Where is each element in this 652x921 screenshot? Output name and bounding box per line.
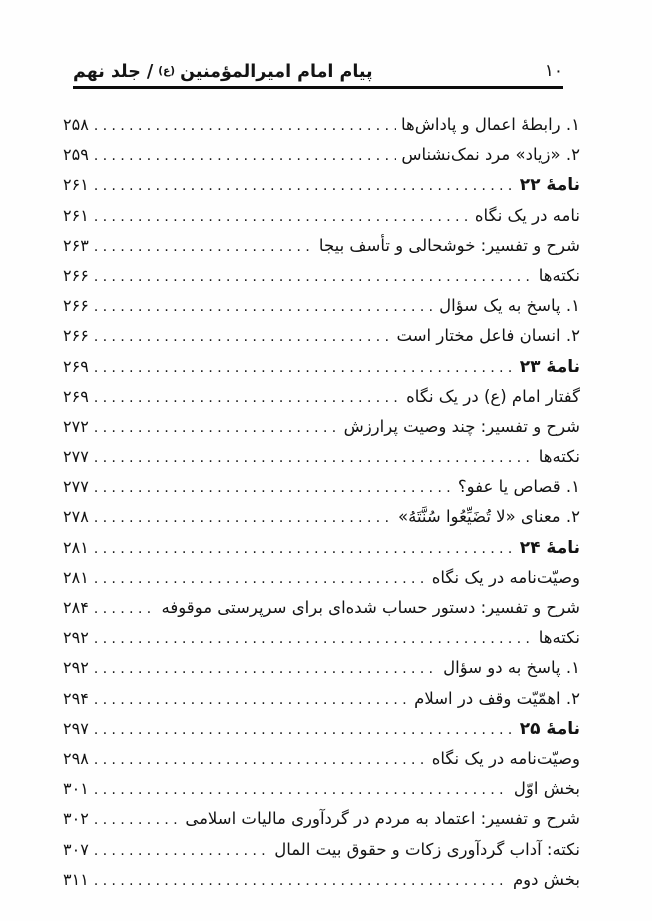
toc-entry-title: نامۀ ۲۵ bbox=[519, 718, 580, 739]
volume-label: / جلد نهم bbox=[73, 62, 154, 82]
toc-entry-page: ۲۹۴ bbox=[63, 688, 89, 708]
toc-entry-page: ۲۹۸ bbox=[63, 748, 89, 768]
toc-entry-page: ۲۷۷ bbox=[63, 477, 89, 497]
running-head-title bbox=[73, 62, 373, 82]
toc-entry-page: ۲۷۸ bbox=[63, 507, 89, 527]
toc-entry-title: وصیّت‌نامه در یک نگاه bbox=[431, 748, 580, 768]
toc-leader-dots bbox=[94, 412, 339, 443]
toc-entry-page: ۲۸۱ bbox=[63, 567, 89, 587]
toc-leader-dots bbox=[94, 714, 515, 745]
toc-leader-dots bbox=[94, 774, 509, 805]
toc-row bbox=[63, 382, 580, 412]
toc-entry-page: ۲۶۹ bbox=[63, 386, 89, 406]
toc-row bbox=[63, 623, 580, 653]
toc-leader-dots bbox=[94, 623, 534, 654]
toc-entry-page: ۲۸۴ bbox=[63, 598, 89, 617]
toc-list bbox=[63, 110, 580, 895]
toc-entry-title: ۱. رابطۀ اعمال و پاداش‌ها bbox=[401, 115, 580, 134]
toc-entry-title: بخش دوم bbox=[512, 869, 580, 889]
toc-leader-dots bbox=[94, 593, 157, 624]
toc-row bbox=[63, 261, 580, 291]
running-head bbox=[73, 50, 563, 82]
toc-row bbox=[63, 442, 580, 472]
toc-entry-page: ۲۷۲ bbox=[63, 416, 89, 436]
toc-entry-page: ۲۶۱ bbox=[63, 175, 89, 195]
toc-row bbox=[63, 714, 580, 744]
toc-leader-dots bbox=[94, 382, 401, 413]
toc-entry-title: شرح و تفسیر: چند وصیت پرارزش bbox=[343, 416, 580, 436]
toc-leader-dots bbox=[94, 110, 396, 141]
toc-row bbox=[63, 472, 580, 502]
toc-row bbox=[63, 774, 580, 804]
toc-entry-title: نامۀ ۲۲ bbox=[519, 175, 580, 196]
toc-entry-title: ۲. اهمّیّت وقف در اسلام bbox=[414, 688, 580, 708]
toc-entry-page: ۳۰۲ bbox=[63, 809, 89, 829]
toc-entry-page: ۳۰۷ bbox=[63, 839, 89, 859]
toc-row bbox=[63, 865, 580, 895]
toc-entry-title: ۱. پاسخ به دو سؤال bbox=[443, 658, 580, 678]
toc-entry-title: گفتار امام (ع) در یک نگاه bbox=[406, 386, 580, 406]
toc-leader-dots bbox=[94, 472, 453, 503]
toc-leader-dots bbox=[94, 261, 534, 292]
toc-leader-dots bbox=[94, 684, 409, 715]
alayhis-salam-icon: (ع) bbox=[158, 65, 176, 77]
toc-leader-dots bbox=[94, 533, 515, 564]
toc-entry-title: ۲. معنای «لا تُضَيِّعُوا سُنَّتَهُ» bbox=[398, 507, 580, 527]
toc-row bbox=[63, 744, 580, 774]
toc-row bbox=[63, 201, 580, 231]
toc-leader-dots bbox=[94, 835, 269, 866]
toc-leader-dots bbox=[94, 140, 397, 171]
toc-row bbox=[63, 835, 580, 865]
toc-entry-title: نکته: آداب گردآوری زکات و حقوق بیت المال bbox=[274, 839, 580, 859]
toc-row bbox=[63, 231, 580, 261]
toc-leader-dots bbox=[94, 804, 181, 835]
toc-entry-title: نکته‌ها bbox=[538, 447, 580, 467]
toc-entry-title: ۲. انسان فاعل مختار است bbox=[396, 326, 580, 346]
header-divider bbox=[73, 86, 563, 89]
toc-row bbox=[63, 110, 580, 140]
toc-row bbox=[63, 563, 580, 593]
toc-entry-page: ۲۶۶ bbox=[63, 326, 89, 346]
toc-leader-dots bbox=[94, 502, 393, 533]
toc-leader-dots bbox=[94, 653, 438, 684]
toc-leader-dots bbox=[94, 744, 427, 775]
toc-row bbox=[63, 653, 580, 683]
toc-entry-page: ۲۹۲ bbox=[63, 658, 89, 678]
toc-row bbox=[63, 533, 580, 563]
toc-entry-title: ۱. پاسخ به یک سؤال bbox=[439, 296, 580, 316]
toc-row bbox=[63, 804, 580, 834]
toc-entry-title: نامۀ ۲۴ bbox=[519, 537, 580, 558]
toc-entry-title: نکته‌ها bbox=[538, 628, 580, 648]
toc-entry-title: ۲. «زیاد» مرد نمک‌نشناس bbox=[401, 145, 580, 165]
toc-row bbox=[63, 170, 580, 200]
book-title: پیام امام امیرالمؤمنین bbox=[180, 62, 373, 82]
page-number: ۱۰ bbox=[544, 61, 563, 81]
toc-entry-title: ۱. قصاص یا عفو؟ bbox=[457, 477, 580, 497]
toc-entry-page: ۲۷۷ bbox=[63, 447, 89, 467]
toc-entry-title: وصیّت‌نامه در یک نگاه bbox=[431, 567, 580, 587]
toc-row bbox=[63, 502, 580, 532]
toc-leader-dots bbox=[94, 321, 392, 352]
toc-entry-page: ۲۶۹ bbox=[63, 356, 89, 376]
toc-entry-page: ۲۹۷ bbox=[63, 718, 89, 738]
toc-entry-page: ۲۵۸ bbox=[63, 115, 89, 134]
toc-leader-dots bbox=[94, 170, 515, 201]
toc-row bbox=[63, 291, 580, 321]
toc-entry-page: ۲۸۱ bbox=[63, 537, 89, 557]
toc-leader-dots bbox=[94, 352, 515, 383]
toc-entry-title: بخش اوّل bbox=[513, 779, 580, 799]
toc-row bbox=[63, 352, 580, 382]
toc-row bbox=[63, 412, 580, 442]
toc-entry-page: ۲۵۹ bbox=[63, 145, 89, 165]
toc-entry-page: ۳۱۱ bbox=[63, 869, 89, 889]
toc-row bbox=[63, 593, 580, 623]
toc-entry-title: شرح و تفسیر: خوشحالی و تأسف بیجا bbox=[318, 235, 580, 255]
toc-entry-title: نامۀ ۲۳ bbox=[519, 356, 580, 377]
toc-leader-dots bbox=[94, 231, 314, 262]
toc-leader-dots bbox=[94, 865, 508, 896]
toc-leader-dots bbox=[94, 563, 427, 594]
toc-row bbox=[63, 140, 580, 170]
toc-row bbox=[63, 684, 580, 714]
toc-entry-page: ۲۶۶ bbox=[63, 296, 89, 316]
toc-leader-dots bbox=[94, 442, 534, 473]
toc-entry-page: ۲۶۶ bbox=[63, 265, 89, 285]
toc-entry-title: نکته‌ها bbox=[538, 265, 580, 285]
toc-row bbox=[63, 321, 580, 351]
toc-entry-page: ۲۹۲ bbox=[63, 628, 89, 648]
toc-entry-page: ۲۶۱ bbox=[63, 205, 89, 225]
toc-entry-title: شرح و تفسیر: اعتماد به مردم در گردآوری مالیات اسلامی bbox=[185, 809, 580, 829]
toc-leader-dots bbox=[94, 201, 470, 232]
toc-entry-page: ۳۰۱ bbox=[63, 779, 89, 799]
toc-entry-title: شرح و تفسیر: دستور حساب شده‌ای برای سرپرستی موقوفه bbox=[161, 598, 580, 617]
toc-entry-title: نامه در یک نگاه bbox=[474, 205, 580, 225]
toc-entry-page: ۲۶۳ bbox=[63, 235, 89, 255]
toc-leader-dots bbox=[94, 291, 434, 322]
